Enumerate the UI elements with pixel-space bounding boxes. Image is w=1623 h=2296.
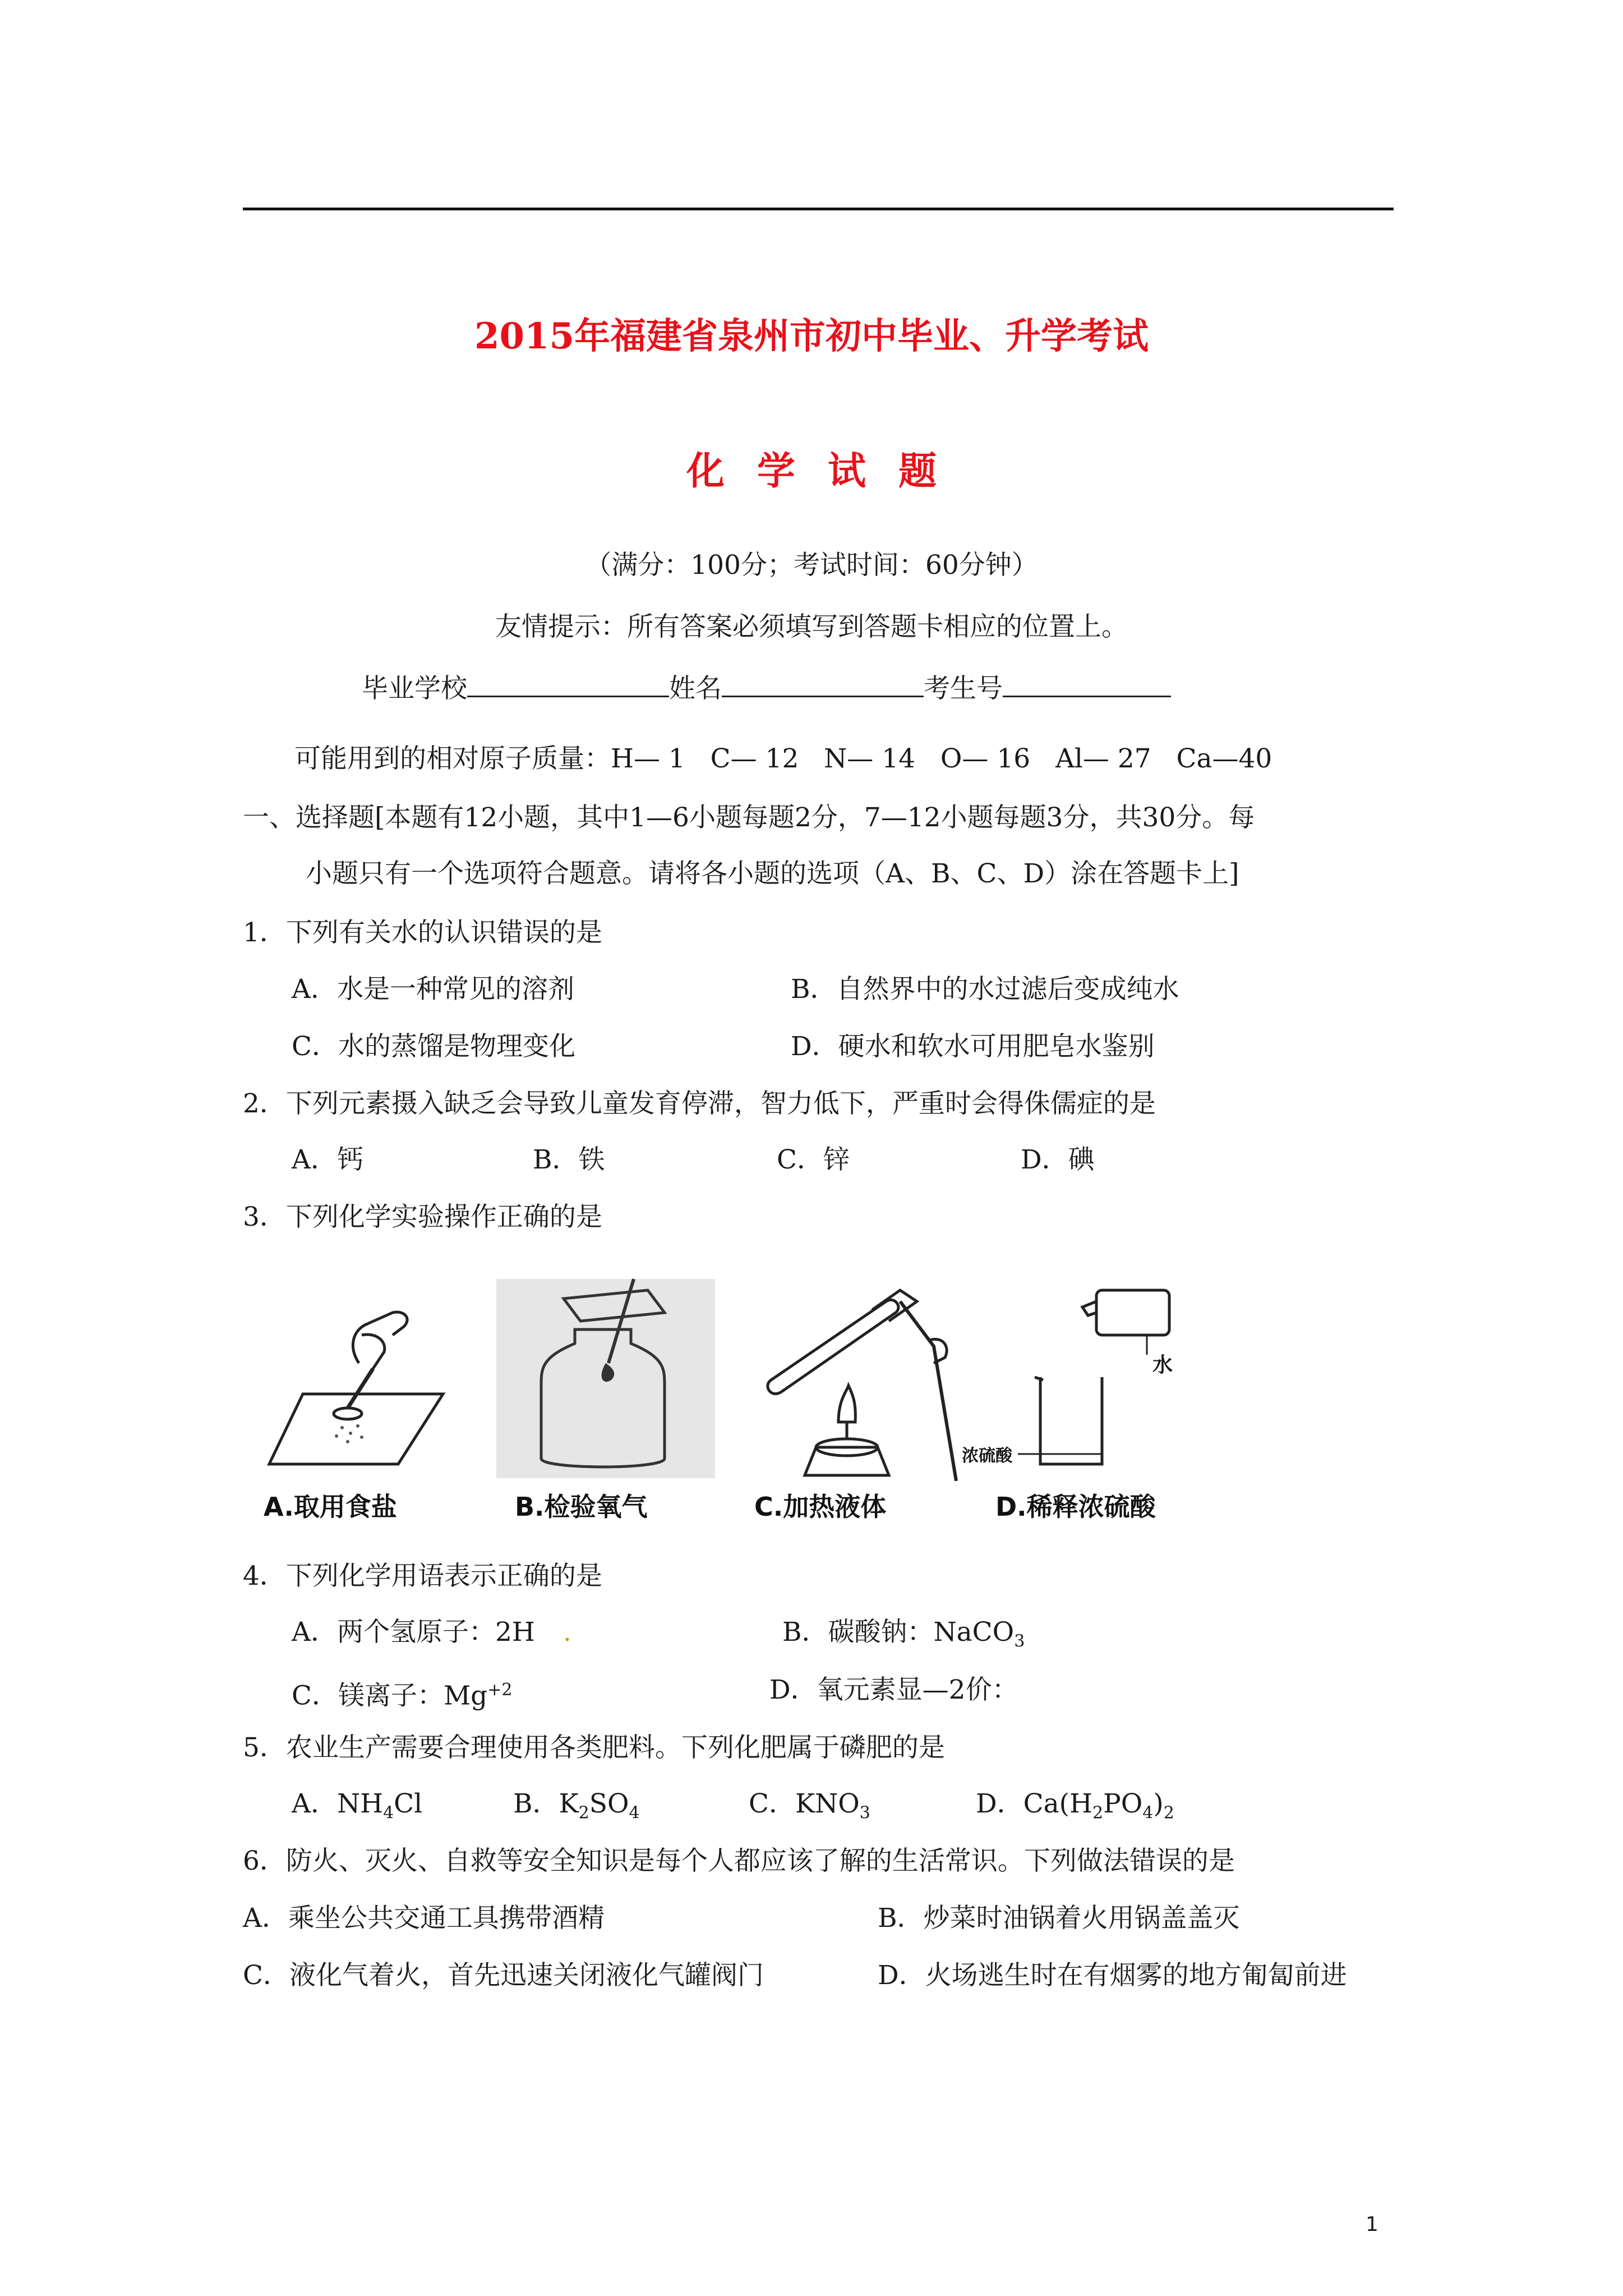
q5-a-sub: 4 <box>383 1803 394 1823</box>
atomic-mass-line: 可能用到的相对原子质量：H— 1 C— 12 N— 14 O— 16 Al— 27 Ca—40 <box>294 743 1272 774</box>
exam-subtitle: 化学试题 <box>686 449 969 494</box>
q2-option-c[interactable]: C．锌 <box>777 1144 850 1175</box>
test-tube <box>768 1300 898 1393</box>
q4-option-d[interactable]: D．氧元素显—2价： <box>769 1674 1018 1705</box>
student-info-row <box>362 671 1171 705</box>
q5-c-sub: 3 <box>859 1803 870 1823</box>
q4-option-c[interactable] <box>292 1674 512 1712</box>
caption-c: C.加热液体 <box>754 1492 887 1522</box>
stray-dot: . <box>562 1617 571 1648</box>
q6-stem: 6．防火、灭火、自救等安全知识是每个人都应该了解的生活常识。下列做法错误的是 <box>243 1846 1235 1876</box>
water-beaker-tilted <box>1096 1290 1169 1335</box>
figure-a-take-salt <box>264 1279 449 1492</box>
q5-b-pre: B．K <box>513 1788 579 1819</box>
figure-d-dilute-acid <box>962 1279 1181 1481</box>
q5-d-pre: D．Ca(H <box>976 1788 1092 1819</box>
spoon <box>348 1369 373 1408</box>
q5-b-mid: SO <box>589 1788 629 1819</box>
exam-no-label: 考生号 <box>924 673 1003 704</box>
q5-b-sub2: 4 <box>629 1803 640 1823</box>
q1-option-a[interactable]: A．水是一种常见的溶剂 <box>292 974 574 1005</box>
q5-option-b[interactable] <box>513 1788 640 1829</box>
q6-option-c[interactable]: C．液化气着火，首先迅速关闭液化气罐阀门 <box>243 1960 764 1991</box>
friendly-tip: 友情提示：所有答案必须填写到答题卡相应的位置上。 <box>495 611 1128 642</box>
caption-d: D.稀释浓硫酸 <box>995 1492 1156 1522</box>
q5-d-sub1: 2 <box>1092 1803 1104 1823</box>
section1-line1: 一、选择题[本题有12小题，其中1—6小题每题2分，7—12小题每题3分，共30分。每 <box>243 802 1255 833</box>
q5-option-d[interactable] <box>976 1788 1174 1829</box>
paper-sheet <box>269 1394 443 1464</box>
q5-stem: 5．农业生产需要合理使用各类肥料。下列化肥属于磷肥的是 <box>243 1732 945 1763</box>
q5-b-sub1: 2 <box>578 1803 589 1823</box>
caption-a: A.取用食盐 <box>264 1492 397 1522</box>
q5-a-pre: A．NH <box>292 1788 384 1819</box>
q6-option-b[interactable]: B．炒菜时油锅着火用锅盖盖灭 <box>878 1903 1240 1934</box>
page-number: 1 <box>1366 2213 1378 2236</box>
q4-option-a[interactable] <box>292 1617 571 1648</box>
q5-d-sub3: 2 <box>1163 1803 1174 1823</box>
q6-option-a[interactable]: A．乘坐公共交通工具携带酒精 <box>243 1903 605 1934</box>
school-blank[interactable] <box>467 671 669 697</box>
score-time: （满分：100分；考试时间：60分钟） <box>585 550 1038 581</box>
exam-no-blank[interactable] <box>1003 671 1171 697</box>
school-label: 毕业学校 <box>362 673 467 704</box>
q4-option-a-text: A．两个氢原子：2H <box>292 1617 535 1648</box>
q1-option-b[interactable]: B．自然界中的水过滤后变成纯水 <box>791 974 1179 1005</box>
name-blank[interactable] <box>722 671 924 697</box>
q5-option-a[interactable] <box>292 1788 422 1829</box>
q2-option-b[interactable]: B．铁 <box>533 1144 605 1175</box>
q1-option-c[interactable]: C．水的蒸馏是物理变化 <box>292 1031 575 1062</box>
q5-d-sub2: 4 <box>1142 1803 1154 1823</box>
name-label: 姓名 <box>669 673 722 704</box>
q4-b-sub: 3 <box>1014 1631 1025 1651</box>
q1-stem: 1．下列有关水的认识错误的是 <box>243 917 602 948</box>
q5-a-post: Cl <box>394 1788 423 1819</box>
q5-c-pre: C．KNO <box>749 1788 860 1819</box>
header-rule <box>243 208 1394 210</box>
q6-option-d[interactable]: D．火场逃生时在有烟雾的地方匍匐前进 <box>878 1960 1347 1991</box>
flame <box>838 1386 855 1422</box>
q1-option-d[interactable]: D．硬水和软水可用肥皂水鉴别 <box>791 1031 1155 1062</box>
q4-c-text: C．镁离子：Mg <box>292 1680 488 1711</box>
q4-c-sup: +2 <box>487 1680 513 1700</box>
q5-d-mid: PO <box>1103 1788 1143 1819</box>
label-conc-acid: 浓硫酸 <box>962 1446 1012 1466</box>
q4-stem: 4．下列化学用语表示正确的是 <box>243 1561 602 1591</box>
q4-option-b[interactable] <box>782 1617 1025 1657</box>
q2-stem: 2．下列元素摄入缺乏会导致儿童发育停滞，智力低下，严重时会得侏儒症的是 <box>243 1088 1156 1119</box>
q5-option-c[interactable] <box>749 1788 870 1829</box>
q4-b-text: B．碳酸钠：NaCO <box>782 1617 1015 1648</box>
q2-option-a[interactable]: A．钙 <box>292 1144 363 1175</box>
label-water: 水 <box>1152 1354 1173 1377</box>
figure-c-heat-liquid <box>749 1279 967 1487</box>
exam-title: 2015年福建省泉州市初中毕业、升学考试 <box>474 315 1149 357</box>
caption-b: B.检验氧气 <box>515 1492 648 1522</box>
section1-line2: 小题只有一个选项符合题意。请将各小题的选项（A、B、C、D）涂在答题卡上] <box>306 858 1239 889</box>
q5-d-post: ) <box>1153 1788 1164 1819</box>
acid-beaker <box>1040 1377 1102 1464</box>
q2-option-d[interactable]: D．碘 <box>1021 1144 1095 1175</box>
figure-b-test-oxygen <box>496 1279 715 1478</box>
q3-stem: 3．下列化学实验操作正确的是 <box>243 1202 602 1232</box>
